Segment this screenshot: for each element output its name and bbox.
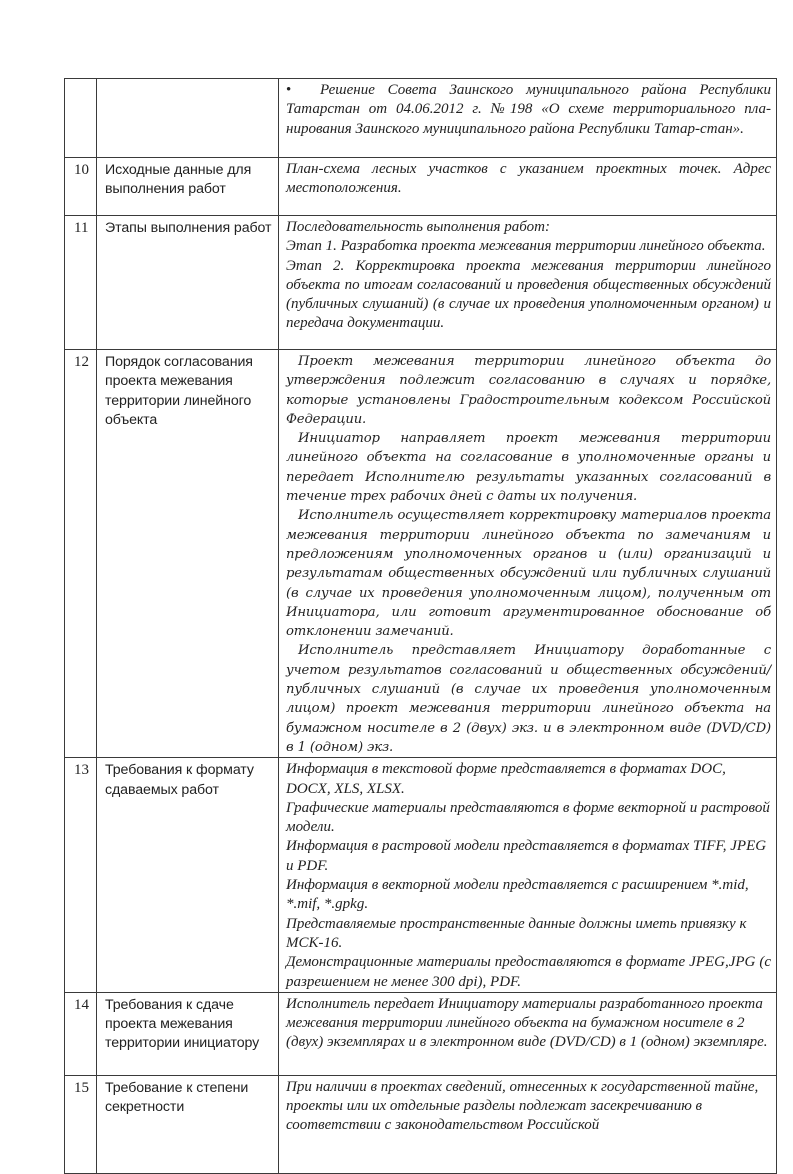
row-number: 15 (65, 1075, 97, 1173)
table-row (65, 758, 777, 993)
bullet-list-item (286, 81, 771, 139)
row-name: Требования к сдаче проекта межевания территории инициатору (97, 992, 279, 1075)
row-name: Требование к степени секретности (97, 1075, 279, 1173)
row-name: Порядок согласования проекта межевания территории линейного объекта (97, 350, 279, 758)
paragraph: Исполнитель осуществляет корректировку материалов проекта межевания территории линейного объекта по замечаниям и предложениям уполномоченных органов и (или) организаций и результатам общественных обсуждений или публичных слушаний (в случае их проведения уполномоченным лицом), полученным от Инициатора, или готовит аргументированное обоснование об отклонении замечаний. (286, 508, 771, 640)
row-description (279, 992, 777, 1075)
paragraph: Исполнитель передает Инициатору материалы разработанного проекта межевания территории линейного объекта на бумажном носителе в 2 (двух) экземплярах и в электронном виде (DVD/CD) в 1 (одном) экземпляре. (286, 995, 768, 1051)
specification-table (64, 78, 777, 1174)
row-name: Этапы выполнения работ (97, 216, 279, 350)
table-row (65, 992, 777, 1075)
table-row (65, 158, 777, 216)
table-row (65, 216, 777, 350)
row-description (279, 1075, 777, 1173)
paragraph: Информация в векторной модели представляется с расширением *.mid, *.mif, *.gpkg. (286, 877, 749, 913)
bullet-icon: • (286, 82, 292, 98)
row-number: 11 (65, 216, 97, 350)
row-description (279, 158, 777, 216)
row-name: Требования к формату сдаваемых работ (97, 758, 279, 993)
paragraph: Графические материалы представляются в форме векторной и растровой модели. (286, 799, 770, 836)
paragraph: План-схема лесных участков с указанием проектных точек. Адрес местоположения. (286, 161, 771, 197)
row-number: 14 (65, 992, 97, 1075)
table-row (65, 1075, 777, 1173)
row-description (279, 216, 777, 350)
row-description (279, 79, 777, 158)
paragraph: Исполнитель представляет Инициатору доработанные с учетом результатов согласований и общественных обсуждений/публичных слушаний (в случае их проведения уполномоченным лицом) проект межевания территории линейного объекта на бумажном носителе в 2 (двух) экз. и в электронном виде (DVD/CD) в 1 (одном) экз. (286, 643, 771, 755)
bullet-text: Решение Совета Заинского муниципального района Республики Татарстан от 04.06.2012 г. №198 «О схеме территориального пла-нирования Заинского муниципального района Республики Татар-стан». (286, 82, 771, 137)
paragraph: Проект межевания территории линейного объекта до утверждения подлежит согласованию в случаях и порядке, которые установлены Градостроительным кодексом Российской Федерации. (286, 354, 771, 427)
paragraph: Информация в текстовой форме представляется в форматах DOC, DOCX, XLS, XLSX. (286, 761, 726, 797)
paragraph: Информация в растровой модели представляется в форматах TIFF, JPEG и PDF. (286, 838, 767, 874)
document-page (64, 78, 776, 1174)
row-number: 10 (65, 158, 97, 216)
table-row (65, 350, 777, 758)
row-name: Исходные данные для выполнения работ (97, 158, 279, 216)
row-description (279, 350, 777, 758)
paragraph: Этап 2. Корректировка проекта межевания территории линейного объекта по итогам согласований и проведения общественных обсуждений (публичных слушаний) (в случае их проведения уполномоченным органом) и передача документации. (286, 257, 771, 332)
paragraph: Демонстрационные материалы предоставляются в формате JPEG,JPG (с разрешением не менее 300 dpi), PDF. (286, 954, 771, 990)
paragraph: Представляемые пространственные данные должны иметь привязку к МСК-16. (286, 915, 747, 951)
row-number: 13 (65, 758, 97, 993)
paragraph: При наличии в проектах сведений, отнесенных к государственной тайне, проекты или их отдельные разделы подлежат засекречиванию в соответствии с законодательством Российской (286, 1078, 759, 1134)
row-number (65, 79, 97, 158)
row-description (279, 758, 777, 993)
table-row (65, 79, 777, 158)
paragraph: Этап 1. Разработка проекта межевания территории линейного объекта. (286, 238, 766, 255)
paragraph: Инициатор направляет проект межевания территории линейного объекта на согласование в уполномоченные органы и передает Исполнителю результаты указанных согласований в течение трех рабочих дней с даты их получения. (286, 431, 771, 505)
paragraph: Последовательность выполнения работ: (286, 219, 550, 235)
row-number: 12 (65, 350, 97, 758)
row-name (97, 79, 279, 158)
